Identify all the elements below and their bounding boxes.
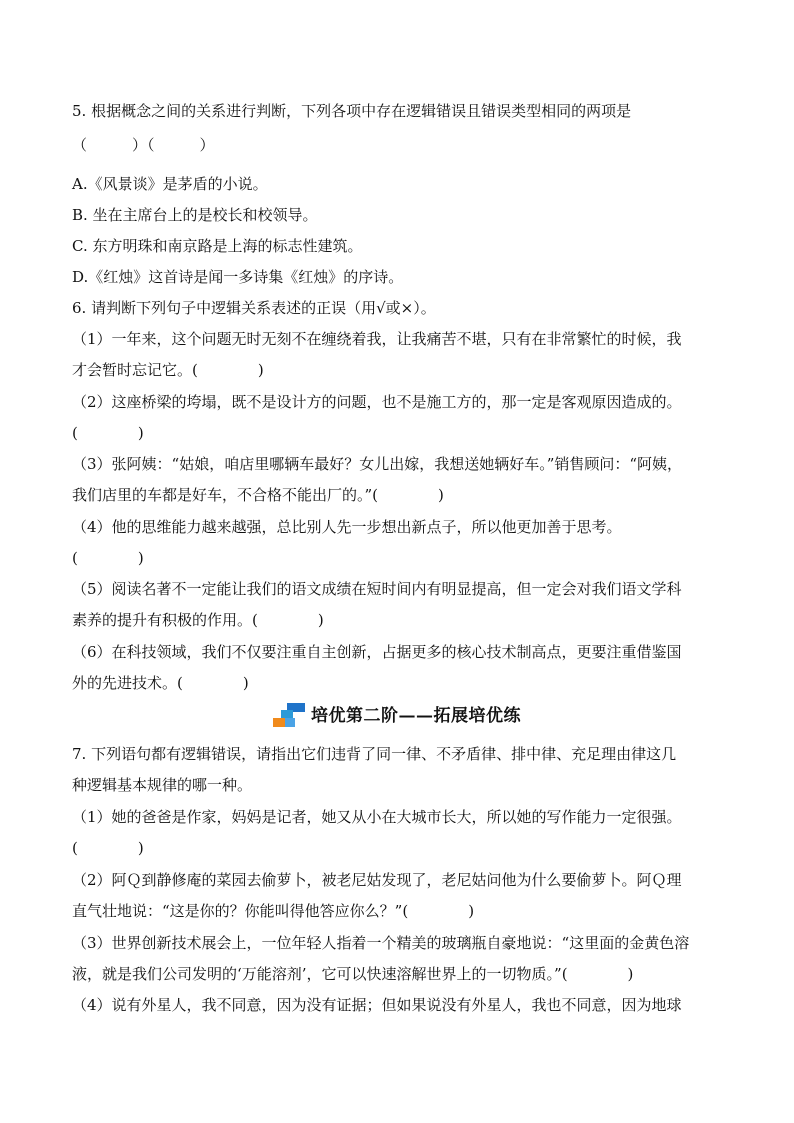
q6-line: （2）这座桥梁的垮塌，既不是设计方的问题，也不是施工方的，那一定是客观原因造成的。 xyxy=(72,393,682,411)
q6-line: ( ) xyxy=(72,549,144,567)
q7-line: 液，就是我们公司发明的‘万能溶剂’，它可以快速溶解世界上的一切物质。”( ) xyxy=(72,965,634,983)
q7-line: 直气壮地说：“这是你的？你能叫得他答应你么？”( ) xyxy=(72,902,475,920)
q6-line: ( ) xyxy=(72,424,144,442)
q6-line: （3）张阿姨：“姑娘，咱店里哪辆车最好？女儿出嫁，我想送她辆好车。”销售顾问：“阿姨， xyxy=(72,455,683,473)
q7-line: （4）说有外星人，我不同意，因为没有证据；但如果说没有外星人，我也不同意，因为地球 xyxy=(72,996,682,1014)
q7-line: （3）世界创新技术展会上，一位年轻人指着一个精美的玻璃瓶自豪地说：“这里面的金黄色溶 xyxy=(72,934,690,952)
q7-line: 种逻辑基本规律的哪一种。 xyxy=(72,776,253,794)
section-header xyxy=(0,703,794,729)
q6-line: （6）在科技领域，我们不仅要注重自主创新，占据更多的核心技术制高点，更要注重借鉴国 xyxy=(72,643,682,661)
q5-stem: 5. 根据概念之间的关系进行判断，下列各项中存在逻辑错误且错误类型相同的两项是 xyxy=(72,102,632,120)
q6-line: 我们店里的车都是好车，不合格不能出厂的。”( ) xyxy=(72,486,444,504)
q6-line: （1）一年来，这个问题无时无刻不在缠绕着我，让我痛苦不堪，只有在非常繁忙的时候，我 xyxy=(72,330,682,348)
stacked-blocks-icon xyxy=(273,703,307,729)
q7-line: （2）阿Ｑ到静修庵的菜园去偷萝卜，被老尼姑发现了，老尼姑问他为什么要偷萝卜。阿Ｑ理 xyxy=(72,871,682,889)
q6-line: 才会暂时忘记它。( ) xyxy=(72,361,264,379)
q5-option-c: C. 东方明珠和南京路是上海的标志性建筑。 xyxy=(72,237,363,255)
q6-line: （4）他的思维能力越来越强，总比别人先一步想出新点子，所以他更加善于思考。 xyxy=(72,518,622,536)
q7-line: （1）她的爸爸是作家，妈妈是记者，她又从小在大城市长大，所以她的写作能力一定很强。 xyxy=(72,808,682,826)
q5-option-a: A.《风景谈》是茅盾的小说。 xyxy=(72,175,268,193)
q6-line: （5）阅读名著不一定能让我们的语文成绩在短时间内有明显提高，但一定会对我们语文学科 xyxy=(72,580,682,598)
q6-line: 外的先进技术。( ) xyxy=(72,674,249,692)
q5-option-b: B. 坐在主席台上的是校长和校领导。 xyxy=(72,206,318,224)
q7-line: 7. 下列语句都有逻辑错误，请指出它们违背了同一律、不矛盾律、排中律、充足理由律这几 xyxy=(72,745,677,763)
q5-option-d: D.《红烛》这首诗是闻一多诗集《红烛》的序诗。 xyxy=(72,268,404,286)
q6-stem: 6. 请判断下列句子中逻辑关系表述的正误（用√或×）。 xyxy=(72,299,436,317)
q7-line: ( ) xyxy=(72,839,144,857)
q6-line: 素养的提升有积极的作用。( ) xyxy=(72,611,324,629)
q5-answer-blanks: （ ）（ ） xyxy=(72,136,215,154)
section-title: 培优第二阶——拓展培优练 xyxy=(311,706,521,726)
